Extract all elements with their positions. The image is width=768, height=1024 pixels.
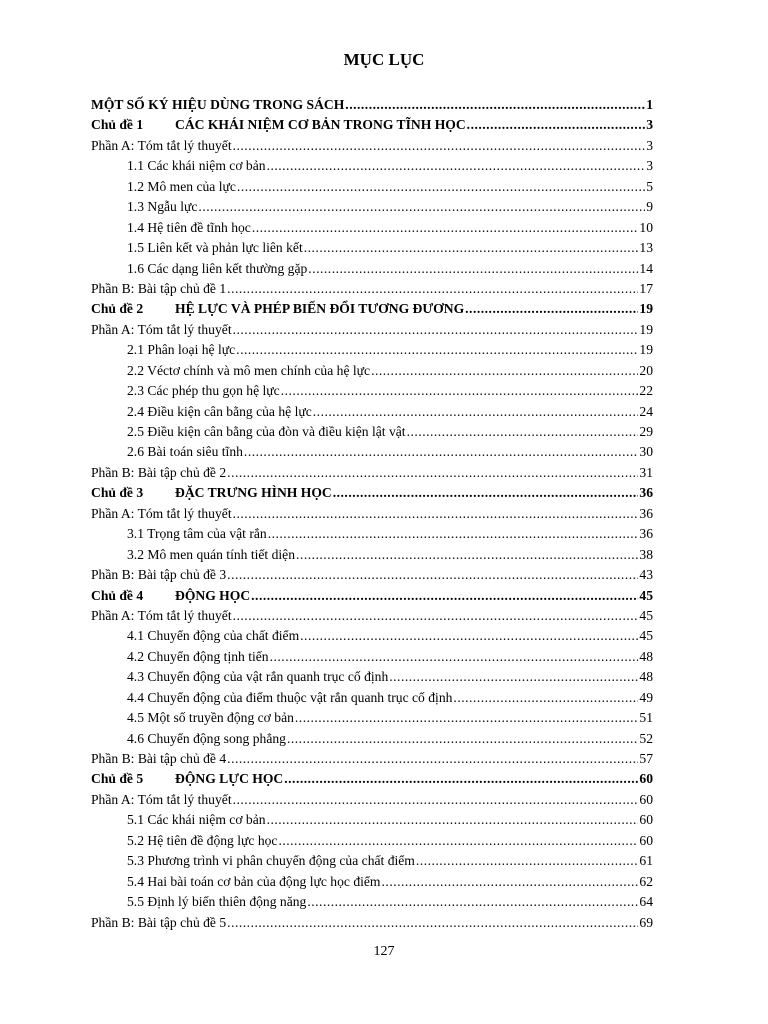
toc-dot-leader [236,340,638,360]
toc-entry [91,136,653,156]
toc-entry-text: Phần A: Tóm tắt lý thuyết [91,321,232,337]
toc-entry-label [91,320,232,340]
toc-entry-text: CÁC KHÁI NIỆM CƠ BẢN TRONG TĨNH HỌC [175,117,466,133]
toc-dot-leader [233,320,639,340]
toc-entry-label [127,156,266,176]
toc-page-number: 5 [646,178,653,194]
toc-page-number: 43 [639,567,653,583]
toc-entry-label [91,606,232,626]
toc-page-number: 20 [639,362,653,378]
toc-chapter-entry [91,299,653,319]
toc-page-number: 48 [639,648,653,664]
toc-entry-label [127,177,236,197]
toc-chapter-number: Chủ đề 5 [91,771,144,787]
toc-page-number: 60 [639,791,653,807]
toc-entry-label [91,299,464,319]
toc-dot-leader [416,851,639,871]
toc-entry [91,504,653,524]
toc-entry-label [127,238,303,258]
toc-dot-leader [308,259,638,279]
toc-page-number: 57 [639,751,653,766]
toc-entry-text: 4.3 Chuyển động của vật rắn quanh trục cố định [127,669,389,685]
toc-entry-text: 2.6 Bài toán siêu tĩnh [127,444,243,460]
toc-page-number: 61 [639,853,653,869]
toc-subsection-entry [91,647,653,667]
toc-entry-label [127,872,381,892]
toc-page-number: 69 [639,914,653,930]
toc-entry-text: Phần A: Tóm tắt lý thuyết [91,607,232,623]
toc-dot-leader [296,545,638,565]
toc-dot-leader [198,197,645,217]
toc-entry-label [127,892,306,912]
toc-page-number: 51 [639,710,653,726]
toc-dot-leader [237,177,645,197]
toc-dot-leader [227,565,638,585]
toc-entry-label [127,361,370,381]
toc-page-number: 13 [639,240,653,256]
table-of-contents [91,95,653,933]
toc-dot-leader [284,769,638,789]
toc-subsection-entry [91,442,653,462]
toc-dot-leader [389,667,638,687]
toc-page-number: 52 [639,730,653,746]
toc-entry [91,913,653,933]
toc-page-number: 22 [639,383,653,399]
toc-entry-text: 1.4 Hệ tiên đề tĩnh học [127,219,251,235]
toc-dot-leader [371,361,638,381]
toc-dot-leader [227,279,638,299]
toc-entry-label [127,402,312,422]
toc-entry-text: Phần B: Bài tập chủ đề 1 [91,280,227,296]
toc-entry-text: 3.1 Trọng tâm của vật rắn [127,526,267,542]
toc-page-number: 60 [639,771,653,787]
toc-dot-leader [278,831,638,851]
toc-entry-text: 2.3 Các phép thu gọn hệ lực [127,383,280,399]
toc-subsection-entry [91,177,653,197]
toc-dot-leader [281,381,639,401]
toc-subsection-entry [91,156,653,176]
toc-page-number: 36 [639,526,653,542]
toc-entry-text: Phần A: Tóm tắt lý thuyết [91,505,232,521]
toc-page-number: 19 [639,321,653,337]
toc-entry-label [127,626,299,646]
toc-page-number: 17 [639,280,653,296]
toc-entry-label [91,115,466,135]
toc-entry-label [127,831,277,851]
toc-page-number: 36 [639,485,653,501]
toc-chapter-number: Chủ đề 1 [91,117,144,133]
toc-dot-leader [287,729,638,749]
toc-entry-label [127,667,388,687]
toc-entry-text: ĐỘNG HỌC [175,587,251,603]
toc-dot-leader [453,688,638,708]
toc-entry-text: Phần A: Tóm tắt lý thuyết [91,137,232,153]
toc-dot-leader [333,483,639,503]
toc-subsection-entry [91,667,653,687]
toc-dot-leader [307,892,638,912]
toc-subsection-entry [91,402,653,422]
toc-entry-label [127,647,269,667]
toc-dot-leader [300,626,638,646]
toc-page-number: 45 [639,587,653,603]
toc-entry-text: 4.1 Chuyển động của chất điểm [127,628,300,644]
toc-entry-text: 1.2 Mô men của lực [127,178,236,194]
toc-entry-label [127,340,235,360]
toc-dot-leader [268,524,639,544]
toc-entry [91,790,653,810]
toc-entry-label [91,279,226,299]
toc-page-number: 10 [639,219,653,235]
toc-subsection-entry [91,381,653,401]
toc-entry-label [127,259,307,279]
toc-dot-leader [270,647,639,667]
toc-dot-leader [252,218,639,238]
page-title: MỤC LỤC [343,50,425,69]
toc-entry-label [127,708,294,728]
toc-subsection-entry [91,422,653,442]
toc-entry-text: ĐỘNG LỰC HỌC [175,771,284,787]
toc-dot-leader [233,790,639,810]
toc-entry [91,320,653,340]
toc-dot-leader [244,442,638,462]
toc-entry-text: Phần B: Bài tập chủ đề 5 [91,914,227,930]
toc-entry-label [127,218,251,238]
toc-dot-leader [233,136,646,156]
toc-entry-text: 1.5 Liên kết và phản lực liên kết [127,240,303,256]
toc-chapter-entry [91,586,653,606]
toc-entry-label [91,586,250,606]
toc-entry [91,749,653,769]
toc-chapter-number: Chủ đề 2 [91,301,144,317]
toc-dot-leader [267,156,646,176]
toc-chapter-number: Chủ đề 3 [91,485,144,501]
toc-entry-text: 5.2 Hệ tiên đề động lực học [127,832,278,848]
toc-entry-label [91,913,226,933]
toc-dot-leader [295,708,639,728]
toc-chapter-entry [91,115,653,135]
toc-dot-leader [227,463,638,483]
toc-page-number: 19 [639,301,653,317]
toc-subsection-entry [91,831,653,851]
toc-subsection-entry [91,688,653,708]
toc-entry-text: 1.3 Ngẫu lực [127,199,198,215]
toc-page-number: 60 [639,812,653,828]
toc-entry-text: 2.1 Phân loại hệ lực [127,342,236,358]
toc-entry-label [127,545,295,565]
toc-page-number: 1 [646,97,653,112]
toc-entry-label [127,729,286,749]
toc-entry-label [91,749,226,769]
toc-subsection-entry [91,340,653,360]
toc-dot-leader [467,115,646,135]
toc-entry-label [91,463,226,483]
toc-dot-leader [227,913,638,933]
toc-dot-leader [233,606,639,626]
toc-subsection-entry [91,851,653,871]
toc-page-number: 14 [639,260,653,276]
toc-entry-text: Phần B: Bài tập chủ đề 4 [91,751,227,766]
toc-entry-text: 4.4 Chuyển động của điểm thuộc vật rắn quanh trục cố định [127,689,453,705]
toc-dot-leader [267,810,639,830]
toc-page-number: 31 [639,464,653,480]
toc-entry-label [91,504,232,524]
toc-page-number: 3 [646,158,653,174]
toc-page-number: 24 [639,403,653,419]
toc-subsection-entry [91,626,653,646]
toc-entry [91,565,653,585]
toc-entry-label [91,136,232,156]
toc-page-number: 48 [639,669,653,685]
toc-dot-leader [233,504,639,524]
toc-entry-label [127,851,415,871]
toc-chapter-entry [91,483,653,503]
toc-page-number: 49 [639,689,653,705]
toc-entry-text: 5.5 Định lý biến thiên động năng [127,894,307,910]
toc-dot-leader [407,422,639,442]
toc-entry-text: MỘT SỐ KÝ HIỆU DÙNG TRONG SÁCH [91,97,345,112]
toc-subsection-entry [91,238,653,258]
toc-entry [91,279,653,299]
toc-entry [91,463,653,483]
toc-dot-leader [304,238,639,258]
toc-entry-label [127,810,266,830]
toc-page-number: 38 [639,546,653,562]
toc-entry-label [127,442,243,462]
toc-entry-label [127,381,280,401]
toc-subsection-entry [91,872,653,892]
toc-subsection-entry [91,218,653,238]
toc-subsection-entry [91,545,653,565]
toc-entry-label [127,688,452,708]
toc-page-number: 29 [639,424,653,439]
toc-page-number: 9 [646,199,653,215]
toc-entry-text: 2.2 Véctơ chính và mô men chính của hệ lực [127,362,371,378]
toc-subsection-entry [91,892,653,912]
toc-page-number: 19 [639,342,653,358]
toc-dot-leader [227,749,638,769]
toc-entry-text: 2.4 Điều kiện cân bằng của hệ lực [127,403,312,419]
toc-entry-text: 1.6 Các dạng liên kết thường gặp [127,260,308,276]
toc-page-number: 60 [639,832,653,848]
toc-entry-label [127,197,197,217]
toc-page-number: 30 [639,444,653,460]
toc-chapter-entry [91,769,653,789]
toc-subsection-entry [91,524,653,544]
toc-dot-leader [251,586,638,606]
toc-entry-text: 4.5 Một số truyền động cơ bản [127,710,294,726]
toc-entry-text: 2.5 Điều kiện cân bằng của đòn và điều kiện lật vật [127,424,406,439]
toc-entry-text: 5.1 Các khái niệm cơ bản [127,812,266,828]
toc-entry-text: 1.1 Các khái niệm cơ bản [127,158,266,174]
toc-entry [91,95,653,115]
toc-page-number: 62 [639,873,653,889]
toc-subsection-entry [91,259,653,279]
toc-entry-label [91,565,226,585]
toc-entry-label [91,483,332,503]
toc-entry-label [91,95,344,115]
toc-page-number: 45 [639,607,653,623]
toc-entry-text: 5.4 Hai bài toán cơ bản của động lực học điểm [127,873,381,889]
toc-subsection-entry [91,197,653,217]
toc-entry-text: Phần A: Tóm tắt lý thuyết [91,791,232,807]
toc-page-number: 45 [639,628,653,644]
toc-dot-leader [345,95,645,115]
toc-page-number: 64 [639,894,653,910]
toc-entry-text: 4.2 Chuyển động tịnh tiến [127,648,269,664]
toc-entry-text: 4.6 Chuyển động song phẳng [127,730,286,746]
toc-page-number: 3 [646,137,653,153]
toc-subsection-entry [91,361,653,381]
toc-entry-label [91,790,232,810]
toc-entry-text: 5.3 Phương trình vi phân chuyển động của chất điểm [127,853,415,869]
toc-subsection-entry [91,810,653,830]
toc-entry-label [127,524,267,544]
toc-subsection-entry [91,729,653,749]
toc-entry-text: Phần B: Bài tập chủ đề 2 [91,464,227,480]
toc-page-number: 3 [646,117,653,133]
toc-dot-leader [313,402,639,422]
toc-dot-leader [465,299,638,319]
toc-entry-text: HỆ LỰC VÀ PHÉP BIẾN ĐỔI TƯƠNG ĐƯƠNG [175,301,465,317]
toc-dot-leader [382,872,639,892]
toc-entry-text: ĐẶC TRƯNG HÌNH HỌC [175,485,332,501]
toc-entry-label [127,422,406,442]
toc-entry-text: 3.2 Mô men quán tính tiết diện [127,546,296,562]
page-number: 127 [373,944,395,959]
toc-chapter-number: Chủ đề 4 [91,587,144,603]
toc-subsection-entry [91,708,653,728]
toc-page-number: 36 [639,505,653,521]
toc-entry-text: Phần B: Bài tập chủ đề 3 [91,567,227,583]
toc-entry [91,606,653,626]
toc-entry-label [91,769,283,789]
